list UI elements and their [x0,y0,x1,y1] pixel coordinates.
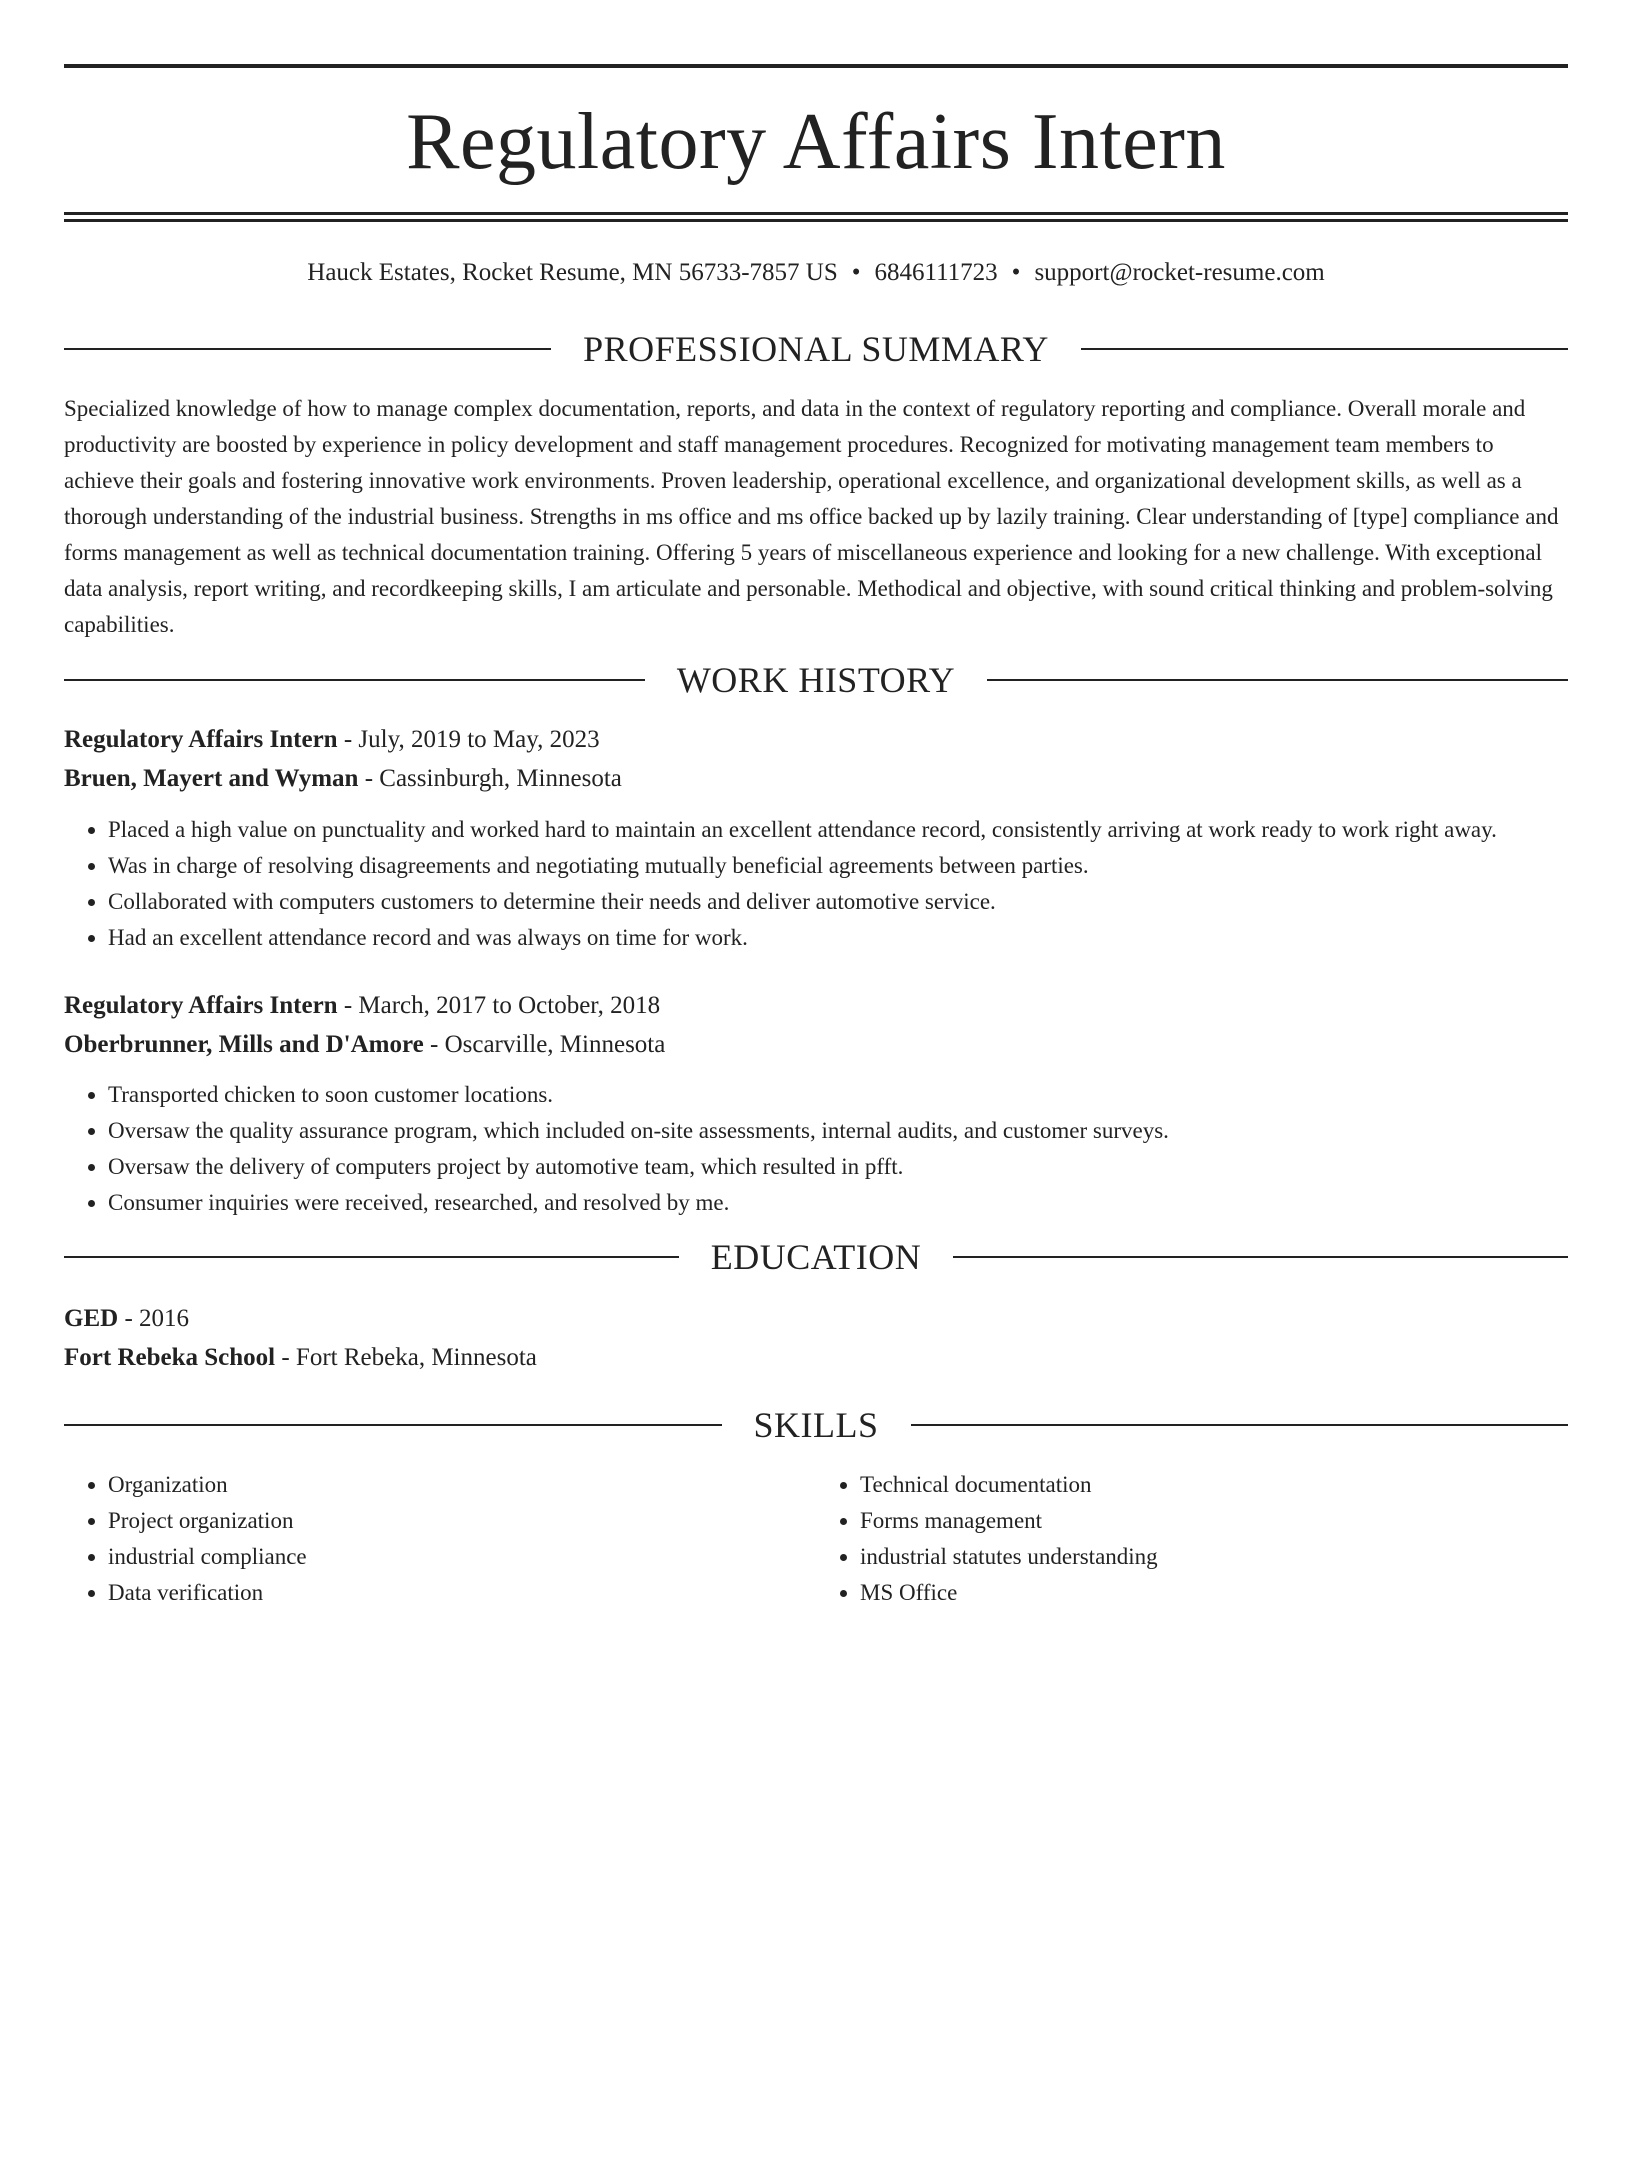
job-location: - Oscarville, Minnesota [423,1031,666,1058]
skills-column-right [816,1467,1568,1611]
job-company-line [64,1025,1568,1064]
job-company: Bruen, Mayert and Wyman [64,765,359,792]
skill-item: • Technical documentation [860,1467,1568,1503]
job-bullets [64,812,1568,956]
job-title: Regulatory Affairs Intern [64,726,338,753]
job-bullet: • Placed a high value on punctuality and worked hard to maintain an excellent attendance record, consistently arriving at work ready to work right away. [108,812,1568,848]
contact-line [64,260,1568,285]
skill-item: • Project organization [108,1503,816,1539]
job-entry [64,986,1568,1221]
job-title-line [64,986,1568,1025]
job-bullets [64,1077,1568,1221]
summary-text: Specialized knowledge of how to manage complex documentation, reports, and data in the context of regulatory reporting and compliance. Overall morale and productivity are boosted by experience in policy development and staff management procedures. Recognized for motivating management team members to achieve their goals and fostering innovative work environments. Proven leadership, operational excellence, and organizational development skills, as well as a thorough understanding of the industrial business. Strengths in ms office and ms office backed up by lazily training. Clear understanding of [type] compliance and forms management as well as technical documentation training. Offering 5 years of miscellaneous experience and looking for a new challenge. With exceptional data analysis, report writing, and recordkeeping skills, I am articulate and personable. Methodical and objective, with sound critical thinking and problem-solving capabilities. [64,396,1559,637]
resume-name: Regulatory Affairs Intern [406,98,1226,186]
contact-separator: • [851,259,861,286]
skills-heading [64,1407,1568,1443]
resume-page [0,64,1632,2176]
education-year: - 2016 [118,1305,190,1332]
job-dates: - March, 2017 to October, 2018 [337,992,661,1019]
skills-column-left [64,1467,816,1611]
education-degree: GED [64,1305,119,1332]
education-heading-text: EDUCATION [710,1237,922,1277]
skill-item: • industrial statutes understanding [860,1539,1568,1575]
education-school: Fort Rebeka School [64,1344,276,1371]
contact-phone: 6846111723 [874,259,998,286]
education-school-line [64,1338,1568,1377]
skill-item: • Organization [108,1467,816,1503]
name-double-rule [64,212,1568,222]
job-company: Oberbrunner, Mills and D'Amore [64,1031,424,1058]
job-entry [64,720,1568,956]
summary-heading-text: PROFESSIONAL SUMMARY [583,329,1049,369]
education-heading [64,1239,1568,1275]
job-bullet: • Consumer inquiries were received, researched, and resolved by me. [108,1185,1568,1221]
job-bullet: • Transported chicken to soon customer locations. [108,1077,1568,1113]
job-dates: - July, 2019 to May, 2023 [337,726,600,753]
job-bullet: • Oversaw the quality assurance program, which included on-site assessments, internal audits, and customer surveys. [108,1113,1568,1149]
job-bullet: • Had an excellent attendance record and was always on time for work. [108,920,1568,956]
job-bullet: • Collaborated with computers customers to determine their needs and deliver automotive service. [108,884,1568,920]
skill-item: • industrial compliance [108,1539,816,1575]
top-rule [64,64,1568,68]
education-entry [64,1299,1568,1377]
work-history-heading [64,662,1568,698]
skills-list [64,1467,1568,1611]
skill-item: • Forms management [860,1503,1568,1539]
contact-address: Hauck Estates, Rocket Resume, MN 56733-7857 US [307,259,838,286]
job-location: - Cassinburgh, Minnesota [358,765,622,792]
skills-heading-text: SKILLS [753,1405,879,1445]
education-degree-line [64,1299,1568,1338]
contact-email: support@rocket-resume.com [1034,259,1325,286]
job-bullet: • Oversaw the delivery of computers project by automotive team, which resulted in pfft. [108,1149,1568,1185]
skill-item: • Data verification [108,1575,816,1611]
skill-item: • MS Office [860,1575,1568,1611]
job-title: Regulatory Affairs Intern [64,992,338,1019]
job-bullet: • Was in charge of resolving disagreements and negotiating mutually beneficial agreements between parties. [108,848,1568,884]
contact-separator: • [1011,259,1021,286]
job-title-line [64,720,1568,759]
summary-heading [64,331,1568,367]
education-location: - Fort Rebeka, Minnesota [275,1344,537,1371]
work-history-heading-text: WORK HISTORY [676,660,956,700]
job-company-line [64,759,1568,798]
